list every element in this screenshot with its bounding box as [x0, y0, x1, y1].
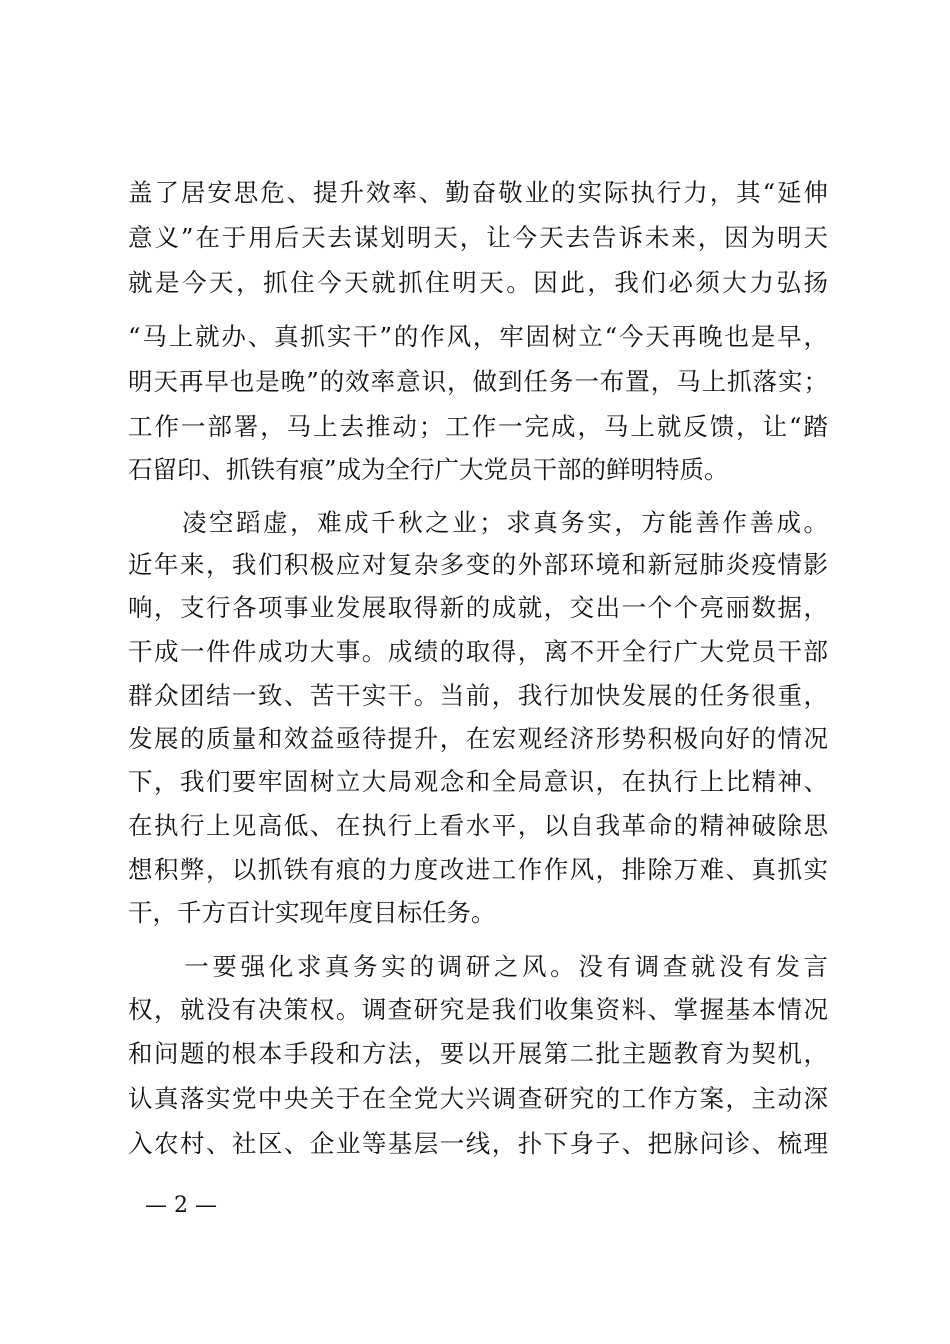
body-text-line: 认真落实党中央关于在全党大兴调查研究的工作方案，主动深: [128, 1084, 828, 1113]
body-text-line: 盖了居安思危、提升效率、勤奋敬业的实际执行力，其“延伸: [128, 178, 828, 207]
body-text-line: 意义”在于用后天去谋划明天，让今天去告诉未来，因为明天: [128, 223, 828, 252]
body-text-line: 和问题的根本手段和方法，要以开展第二批主题教育为契机，: [128, 1039, 828, 1068]
body-text-line: 工作一部署，马上去推动；工作一完成，马上就反馈，让“踏: [128, 412, 828, 441]
body-text-line: 下，我们要牢固树立大局观念和全局意识，在执行上比精神、: [128, 767, 828, 796]
body-text-line: 入农村、社区、企业等基层一线，扑下身子、把脉问诊、梳理: [128, 1129, 828, 1158]
paragraph-first-line: 一要强化求真务实的调研之风。没有调查就没有发言: [128, 952, 828, 981]
page-number: — 2 —: [145, 1193, 217, 1218]
body-text-line: 就是今天，抓住今天就抓住明天。因此，我们必须大力弘扬: [128, 268, 828, 297]
body-text-line: 发展的质量和效益亟待提升，在宏观经济形势积极向好的情况: [128, 724, 828, 753]
body-text-line: “马上就办、真抓实干”的作风，牢固树立“今天再晚也是早，: [128, 322, 828, 351]
body-text-line: 干成一件件成功大事。成绩的取得，离不开全行广大党员干部: [128, 637, 828, 666]
body-text-line: 群众团结一致、苦干实干。当前，我行加快发展的任务很重，: [128, 681, 828, 710]
body-text-line: 响，支行各项事业发展取得新的成就，交出一个个亮丽数据，: [128, 593, 828, 622]
body-text-line: 在执行上见高低、在执行上看水平，以自我革命的精神破除思: [128, 811, 828, 840]
body-text-line: 想积弊，以抓铁有痕的力度改进工作作风，排除万难、真抓实: [128, 855, 828, 884]
body-text-line: 明天再早也是晚”的效率意识，做到任务一布置，马上抓落实；: [128, 367, 828, 396]
body-text-line: 干，千方百计实现年度目标任务。: [128, 898, 496, 927]
body-text-line: 石留印、抓铁有痕”成为全行广大党员干部的鲜明特质。: [128, 455, 729, 484]
paragraph-first-line: 凌空蹈虚，难成千秋之业；求真务实，方能善作善成。: [128, 508, 828, 537]
body-text-line: 权，就没有决策权。调查研究是我们收集资料、掌握基本情况: [128, 995, 828, 1024]
body-text-line: 近年来，我们积极应对复杂多变的外部环境和新冠肺炎疫情影: [128, 550, 828, 579]
